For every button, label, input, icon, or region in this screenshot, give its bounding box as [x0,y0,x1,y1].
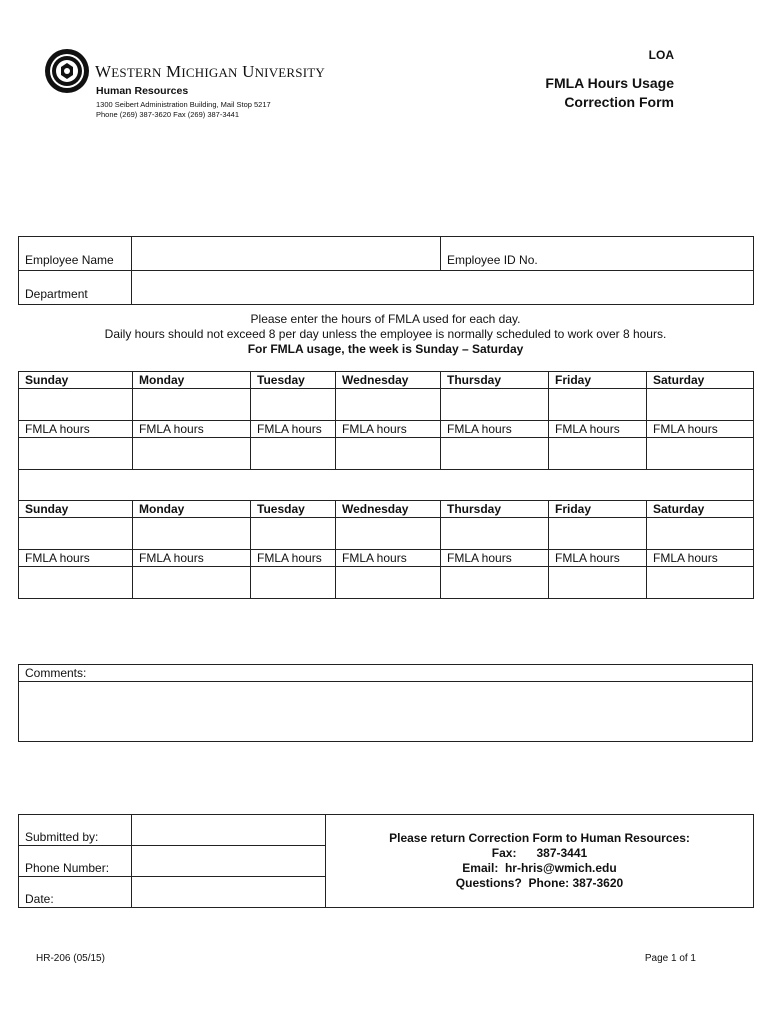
comments-field[interactable] [19,682,753,742]
entry-cell-tuesday[interactable] [251,518,336,550]
fmla-hours-label: FMLA hours [19,421,133,438]
day-header-thursday: Thursday [441,372,549,389]
form-title-line1: FMLA Hours Usage [545,75,674,91]
fmla-hours-label: FMLA hours [549,421,647,438]
entry-cell-saturday[interactable] [647,389,754,421]
entry-cell-saturday[interactable] [647,567,754,599]
entry-cell-sunday[interactable] [19,567,133,599]
entry-cell-thursday[interactable] [441,518,549,550]
day-header-wednesday: Wednesday [336,501,441,518]
week2-hours-label-row [19,550,754,567]
employee-id-field[interactable] [441,237,754,271]
employee-info-table [18,236,754,305]
day-header-tuesday: Tuesday [251,501,336,518]
week1-hours-entry-row [19,438,754,470]
week1-day-header-row [19,372,754,389]
entry-cell-friday[interactable] [549,389,647,421]
day-header-friday: Friday [549,501,647,518]
phone-number-field[interactable] [132,846,326,877]
university-seal-logo [44,48,90,94]
phone-number-label: Phone Number: [19,846,132,877]
fmla-hours-label: FMLA hours [19,550,133,567]
fax-line: Fax: 387-3441 [491,846,588,860]
entry-cell-wednesday[interactable] [336,389,441,421]
fmla-hours-label: FMLA hours [441,550,549,567]
fmla-hours-label: FMLA hours [549,550,647,567]
fmla-hours-label: FMLA hours [336,421,441,438]
return-line: Please return Correction Form to Human Resources: [389,831,690,845]
questions-line: Questions? Phone: 387-3620 [455,876,624,890]
form-code: HR-206 (05/15) [36,953,105,964]
comments-table [18,664,753,742]
fmla-week-table [18,371,754,599]
fmla-hours-label: FMLA hours [336,550,441,567]
page-number: Page 1 of 1 [644,953,696,964]
entry-cell-friday[interactable] [549,567,647,599]
university-name: WESTERN MICHIGAN UNIVERSITY [95,62,325,81]
entry-cell-thursday[interactable] [441,438,549,470]
day-header-tuesday: Tuesday [251,372,336,389]
fmla-hours-label: FMLA hours [133,550,251,567]
entry-cell-monday[interactable] [133,438,251,470]
fmla-hours-label: FMLA hours [441,421,549,438]
day-header-sunday: Sunday [19,372,133,389]
entry-cell-tuesday[interactable] [251,389,336,421]
employee-name-field[interactable] [132,237,441,271]
form-category: LOA [648,48,674,62]
department-label: Department [19,271,132,305]
instruction-line3: For FMLA usage, the week is Sunday – Saturday [247,342,524,356]
day-header-thursday: Thursday [441,501,549,518]
submitted-by-label: Submitted by: [19,815,132,846]
week1-date-row [19,389,754,421]
day-header-saturday: Saturday [647,501,754,518]
entry-cell-wednesday[interactable] [336,438,441,470]
submission-table [18,814,754,908]
entry-cell-monday[interactable] [133,389,251,421]
fmla-hours-label: FMLA hours [647,550,754,567]
entry-cell-sunday[interactable] [19,438,133,470]
entry-cell-monday[interactable] [133,518,251,550]
employee-name-label: Employee Name [19,237,132,271]
submitted-by-field[interactable] [132,815,326,846]
week2-day-header-row [19,501,754,518]
address-line: 1300 Seibert Administration Building, Mail Stop 5217 [96,100,271,109]
fmla-hours-label: FMLA hours [133,421,251,438]
week2-hours-entry-row [19,567,754,599]
entry-cell-friday[interactable] [549,438,647,470]
entry-cell-friday[interactable] [549,518,647,550]
entry-cell-sunday[interactable] [19,389,133,421]
entry-cell-monday[interactable] [133,567,251,599]
fmla-hours-label: FMLA hours [251,550,336,567]
week2-date-row [19,518,754,550]
comments-label: Comments: [19,665,753,682]
day-header-monday: Monday [133,501,251,518]
entry-cell-tuesday[interactable] [251,567,336,599]
entry-cell-sunday[interactable] [19,518,133,550]
return-info [326,815,754,908]
day-header-monday: Monday [133,372,251,389]
entry-cell-wednesday[interactable] [336,518,441,550]
entry-cell-wednesday[interactable] [336,567,441,599]
entry-cell-saturday[interactable] [647,438,754,470]
day-header-wednesday: Wednesday [336,372,441,389]
department-field[interactable] [132,271,754,305]
week-separator-row [19,470,754,501]
email-line: Email: hr-hris@wmich.edu [462,861,617,875]
day-header-sunday: Sunday [19,501,133,518]
entry-cell-thursday[interactable] [441,389,549,421]
instruction-line2: Daily hours should not exceed 8 per day unless the employee is normally scheduled to work over 8 hours. [104,327,667,341]
fmla-hours-label: FMLA hours [251,421,336,438]
date-field[interactable] [132,877,326,908]
fmla-hours-label: FMLA hours [647,421,754,438]
week-separator [19,470,754,501]
entry-cell-tuesday[interactable] [251,438,336,470]
day-header-friday: Friday [549,372,647,389]
contact-line: Phone (269) 387-3620 Fax (269) 387-3441 [96,110,240,119]
date-label: Date: [19,877,132,908]
form-title-line2: Correction Form [564,94,674,110]
instruction-line1: Please enter the hours of FMLA used for each day. [250,312,521,326]
department-name: Human Resources [96,85,189,97]
instructions [18,312,753,357]
employee-id-label: Employee ID No. [447,253,538,267]
entry-cell-thursday[interactable] [441,567,549,599]
week1-hours-label-row [19,421,754,438]
entry-cell-saturday[interactable] [647,518,754,550]
day-header-saturday: Saturday [647,372,754,389]
